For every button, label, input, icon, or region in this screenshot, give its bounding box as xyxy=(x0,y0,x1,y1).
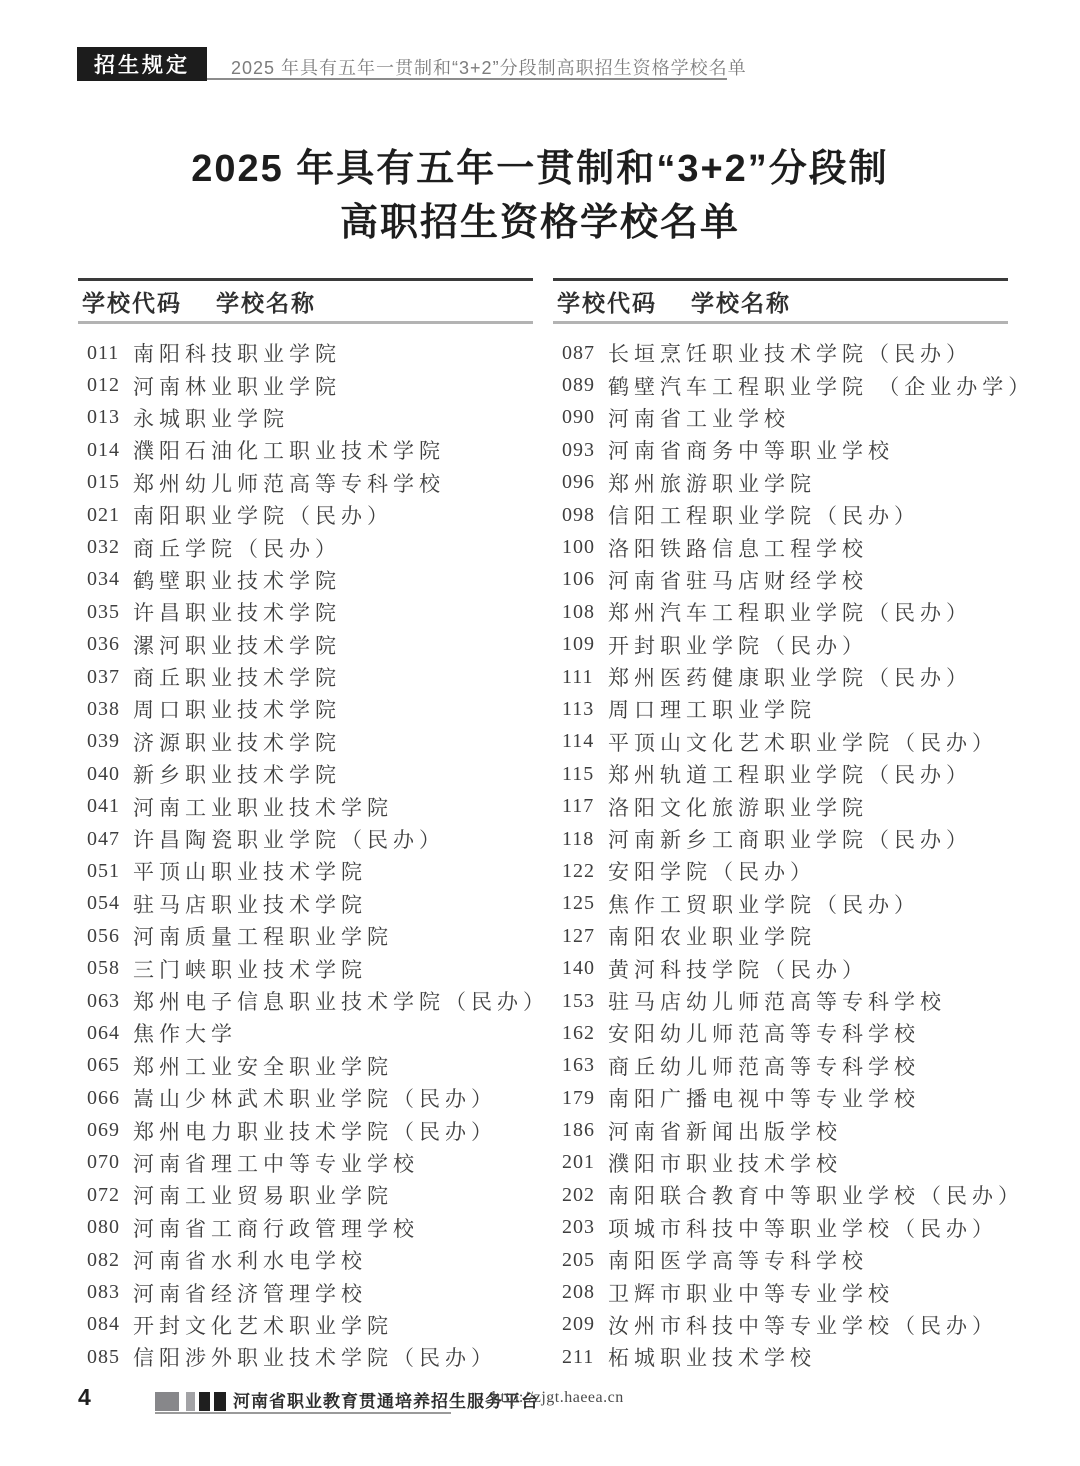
school-code: 013 xyxy=(87,406,120,429)
table-row xyxy=(553,952,1008,984)
school-name: 河南质量工程职业学院 xyxy=(133,925,393,950)
table-row xyxy=(78,758,533,790)
school-code: 098 xyxy=(562,503,595,526)
footer-logo-block-black-2 xyxy=(214,1392,226,1411)
school-name: 柘城职业技术学校 xyxy=(608,1346,816,1371)
footer-logo-block-black-1 xyxy=(199,1392,210,1411)
table-row xyxy=(553,855,1008,887)
school-name: 河南省水利水电学校 xyxy=(133,1249,367,1274)
school-name: 开封职业学院（民办） xyxy=(608,633,868,658)
table-row xyxy=(78,629,533,661)
table-row xyxy=(78,434,533,466)
table-row xyxy=(553,596,1008,628)
school-name: 鹤壁汽车工程职业学院 （企业办学） xyxy=(608,374,1035,399)
school-name: 洛阳铁路信息工程学校 xyxy=(608,536,868,561)
school-code: 021 xyxy=(87,503,120,526)
table-row xyxy=(78,661,533,693)
table-row xyxy=(553,693,1008,725)
table-header-right xyxy=(553,278,1008,324)
school-name: 周口职业技术学院 xyxy=(133,698,341,723)
school-name: 焦作大学 xyxy=(133,1022,237,1047)
header-tag xyxy=(77,47,207,81)
footer-logo-block-gray xyxy=(155,1392,179,1411)
school-name: 南阳农业职业学院 xyxy=(608,925,816,950)
school-code: 083 xyxy=(87,1281,120,1304)
table-row xyxy=(553,1341,1008,1373)
school-code: 072 xyxy=(87,1183,120,1206)
school-name: 开封文化艺术职业学院 xyxy=(133,1313,393,1338)
table-row xyxy=(553,1244,1008,1276)
school-name: 许昌陶瓷职业学院（民办） xyxy=(133,828,445,853)
table-row xyxy=(553,467,1008,499)
school-name: 郑州医药健康职业学院（民办） xyxy=(608,666,972,691)
school-name: 河南省新闻出版学校 xyxy=(608,1119,842,1144)
header-subtitle: 2025 年具有五年一贯制和“3+2”分段制高职招生资格学校名单 xyxy=(231,58,747,78)
school-code: 096 xyxy=(562,471,595,494)
school-code: 054 xyxy=(87,892,120,915)
table-row xyxy=(78,952,533,984)
school-name: 郑州工业安全职业学院 xyxy=(133,1054,393,1079)
table-row xyxy=(78,499,533,531)
table-row xyxy=(553,758,1008,790)
school-code: 140 xyxy=(562,957,595,980)
table-row xyxy=(78,1276,533,1308)
table-row xyxy=(78,337,533,369)
table-body-right xyxy=(553,324,1035,1374)
school-code: 012 xyxy=(87,374,120,397)
table-row xyxy=(553,661,1008,693)
school-code: 108 xyxy=(562,600,595,623)
school-code: 014 xyxy=(87,438,120,461)
school-code: 201 xyxy=(562,1151,595,1174)
table-body-left xyxy=(78,324,549,1374)
school-name: 河南省工业学校 xyxy=(608,406,790,431)
table-row xyxy=(553,1212,1008,1244)
school-code: 208 xyxy=(562,1281,595,1304)
footer-logo-block-lightgray xyxy=(186,1392,195,1411)
header-rule xyxy=(207,78,727,80)
table-row xyxy=(78,693,533,725)
footer-url: http://zjgt.haeea.cn xyxy=(492,1389,624,1406)
school-name: 濮阳市职业技术学校 xyxy=(608,1151,842,1176)
school-code: 051 xyxy=(87,859,120,882)
school-name: 永城职业学院 xyxy=(133,406,289,431)
school-name: 河南省驻马店财经学校 xyxy=(608,568,868,593)
school-name: 周口理工职业学院 xyxy=(608,698,816,723)
school-code: 011 xyxy=(87,341,120,364)
table-row xyxy=(553,434,1008,466)
school-code: 163 xyxy=(562,1054,595,1077)
school-code: 080 xyxy=(87,1216,120,1239)
school-name: 汝州市科技中等专业学校（民办） xyxy=(608,1313,998,1338)
table-row xyxy=(78,1212,533,1244)
table-row xyxy=(78,1341,533,1373)
school-code: 100 xyxy=(562,536,595,559)
school-name: 郑州电子信息职业技术学院（民办） xyxy=(133,990,549,1014)
school-name: 河南工业贸易职业学院 xyxy=(133,1184,393,1209)
school-name: 驻马店职业技术学院 xyxy=(133,892,367,917)
school-name: 南阳医学高等专科学校 xyxy=(608,1249,868,1274)
school-code: 153 xyxy=(562,989,595,1012)
school-name: 郑州旅游职业学院 xyxy=(608,471,816,496)
school-code: 037 xyxy=(87,665,120,688)
table-row xyxy=(78,1082,533,1114)
school-code: 036 xyxy=(87,633,120,656)
table-row xyxy=(553,920,1008,952)
table-row xyxy=(78,920,533,952)
school-code: 127 xyxy=(562,924,595,947)
school-code: 093 xyxy=(562,438,595,461)
table-row xyxy=(553,499,1008,531)
school-name: 项城市科技中等职业学校（民办） xyxy=(608,1216,998,1241)
table-row xyxy=(78,564,533,596)
school-name: 河南工业职业技术学院 xyxy=(133,795,393,820)
table-row xyxy=(553,531,1008,563)
school-code: 115 xyxy=(562,762,595,785)
table-row xyxy=(78,402,533,434)
table-row xyxy=(78,985,549,1017)
table-row xyxy=(553,790,1008,822)
school-name: 长垣烹饪职业技术学院（民办） xyxy=(608,342,972,367)
school-code: 118 xyxy=(562,827,595,850)
school-code: 035 xyxy=(87,600,120,623)
school-code: 039 xyxy=(87,730,120,753)
school-name: 鹤壁职业技术学院 xyxy=(133,568,341,593)
table-row xyxy=(78,596,533,628)
table-row xyxy=(553,1082,1008,1114)
school-code: 209 xyxy=(562,1313,595,1336)
school-name: 信阳工程职业学院（民办） xyxy=(608,504,920,529)
school-name: 郑州轨道工程职业学院（民办） xyxy=(608,763,972,788)
school-code: 117 xyxy=(562,795,595,818)
school-name: 安阳幼儿师范高等专科学校 xyxy=(608,1022,920,1047)
table-row xyxy=(553,337,1008,369)
school-name: 新乡职业技术学院 xyxy=(133,763,341,788)
table-row xyxy=(553,629,1008,661)
school-code: 015 xyxy=(87,471,120,494)
school-name: 郑州幼儿师范高等专科学校 xyxy=(133,471,445,496)
school-code: 162 xyxy=(562,1021,595,1044)
header-tag-label: 招生规定 xyxy=(94,54,190,77)
school-code: 040 xyxy=(87,762,120,785)
school-name: 平顶山职业技术学院 xyxy=(133,860,367,885)
school-code: 064 xyxy=(87,1021,120,1044)
table-row xyxy=(78,726,533,758)
school-name: 河南新乡工商职业学院（民办） xyxy=(608,828,972,853)
school-name: 卫辉市职业中等专业学校 xyxy=(608,1281,894,1306)
school-code: 056 xyxy=(87,924,120,947)
table-row xyxy=(553,1309,1008,1341)
school-name: 洛阳文化旅游职业学院 xyxy=(608,795,868,820)
table-row xyxy=(78,1050,533,1082)
table-row xyxy=(78,1147,533,1179)
table-row xyxy=(553,985,1008,1017)
school-name: 焦作工贸职业学院（民办） xyxy=(608,892,920,917)
table-row xyxy=(553,1017,1008,1049)
school-name: 嵩山少林武术职业学院（民办） xyxy=(133,1087,497,1112)
school-code: 111 xyxy=(562,665,594,688)
table-row xyxy=(553,1179,1024,1211)
column-header-name: 学校名称 xyxy=(216,289,316,316)
school-code: 202 xyxy=(562,1183,595,1206)
school-code: 211 xyxy=(562,1345,595,1368)
page-title-line1: 2025 年具有五年一贯制和“3+2”分段制 xyxy=(191,148,889,190)
table-row xyxy=(553,888,1008,920)
table-header-left xyxy=(78,278,533,324)
table-row xyxy=(553,823,1008,855)
school-code: 125 xyxy=(562,892,595,915)
school-name: 安阳学院（民办） xyxy=(608,860,816,885)
table-row xyxy=(78,369,533,401)
school-name: 南阳科技职业学院 xyxy=(133,342,341,367)
table-row xyxy=(78,823,533,855)
school-name: 黄河科技学院（民办） xyxy=(608,957,868,982)
school-name: 濮阳石油化工职业技术学院 xyxy=(133,439,445,464)
school-code: 032 xyxy=(87,536,120,559)
column-header-name: 学校名称 xyxy=(691,289,791,316)
school-table-right xyxy=(553,278,1035,1374)
table-row xyxy=(553,1114,1008,1146)
table-row xyxy=(78,855,533,887)
table-row xyxy=(553,402,1008,434)
school-code: 038 xyxy=(87,697,120,720)
school-name: 南阳联合教育中等职业学校（民办） xyxy=(608,1184,1024,1209)
school-name: 河南省理工中等专业学校 xyxy=(133,1151,419,1176)
school-name: 南阳职业学院（民办） xyxy=(133,504,393,529)
school-name: 南阳广播电视中等专业学校 xyxy=(608,1087,920,1112)
school-code: 070 xyxy=(87,1151,120,1174)
page-title-line2: 高职招生资格学校名单 xyxy=(339,202,740,244)
table-row xyxy=(78,790,533,822)
table-row xyxy=(78,1244,533,1276)
school-name: 河南省工商行政管理学校 xyxy=(133,1216,419,1241)
school-code: 203 xyxy=(562,1216,595,1239)
table-row xyxy=(553,564,1008,596)
school-code: 069 xyxy=(87,1119,120,1142)
column-header-code: 学校代码 xyxy=(557,289,657,316)
school-name: 商丘幼儿师范高等专科学校 xyxy=(608,1054,920,1079)
footer-rule xyxy=(155,1412,451,1414)
school-name: 济源职业技术学院 xyxy=(133,730,341,755)
table-row xyxy=(78,531,533,563)
school-code: 058 xyxy=(87,957,120,980)
school-name: 驻马店幼儿师范高等专科学校 xyxy=(608,990,946,1014)
school-name: 漯河职业技术学院 xyxy=(133,633,341,658)
school-name: 平顶山文化艺术职业学院（民办） xyxy=(608,730,998,755)
school-code: 113 xyxy=(562,697,595,720)
table-row xyxy=(78,1309,533,1341)
school-name: 河南省经济管理学校 xyxy=(133,1281,367,1306)
school-code: 065 xyxy=(87,1054,120,1077)
page-number: 4 xyxy=(78,1384,91,1410)
page-title xyxy=(0,142,1080,250)
table-row xyxy=(553,1276,1008,1308)
school-code: 089 xyxy=(562,374,595,397)
school-code: 106 xyxy=(562,568,595,591)
school-code: 034 xyxy=(87,568,120,591)
school-name: 郑州电力职业技术学院（民办） xyxy=(133,1119,497,1144)
school-code: 179 xyxy=(562,1086,595,1109)
school-code: 082 xyxy=(87,1248,120,1271)
table-row xyxy=(553,1050,1008,1082)
school-name: 商丘学院（民办） xyxy=(133,536,341,561)
school-table-left xyxy=(78,278,549,1374)
table-row xyxy=(78,1114,533,1146)
school-code: 186 xyxy=(562,1119,595,1142)
school-code: 205 xyxy=(562,1248,595,1271)
table-row xyxy=(78,467,533,499)
school-code: 087 xyxy=(562,341,595,364)
school-name: 郑州汽车工程职业学院（民办） xyxy=(608,601,972,626)
table-row xyxy=(553,726,1008,758)
school-name: 许昌职业技术学院 xyxy=(133,601,341,626)
school-code: 085 xyxy=(87,1345,120,1368)
school-code: 109 xyxy=(562,633,595,656)
school-name: 信阳涉外职业技术学院（民办） xyxy=(133,1346,497,1371)
school-code: 063 xyxy=(87,989,120,1012)
table-row xyxy=(78,888,533,920)
school-name: 商丘职业技术学院 xyxy=(133,666,341,691)
school-code: 041 xyxy=(87,795,120,818)
table-row xyxy=(78,1017,533,1049)
footer-platform-name: 河南省职业教育贯通培养招生服务平台 xyxy=(233,1392,539,1411)
school-name: 河南省商务中等职业学校 xyxy=(608,439,894,464)
school-code: 122 xyxy=(562,859,595,882)
table-row xyxy=(553,1147,1008,1179)
school-code: 114 xyxy=(562,730,595,753)
school-name: 三门峡职业技术学院 xyxy=(133,957,367,982)
column-header-code: 学校代码 xyxy=(82,289,182,316)
school-name: 河南林业职业学院 xyxy=(133,374,341,399)
school-code: 090 xyxy=(562,406,595,429)
school-code: 084 xyxy=(87,1313,120,1336)
school-code: 047 xyxy=(87,827,120,850)
table-row xyxy=(553,369,1035,401)
table-row xyxy=(78,1179,533,1211)
school-code: 066 xyxy=(87,1086,120,1109)
